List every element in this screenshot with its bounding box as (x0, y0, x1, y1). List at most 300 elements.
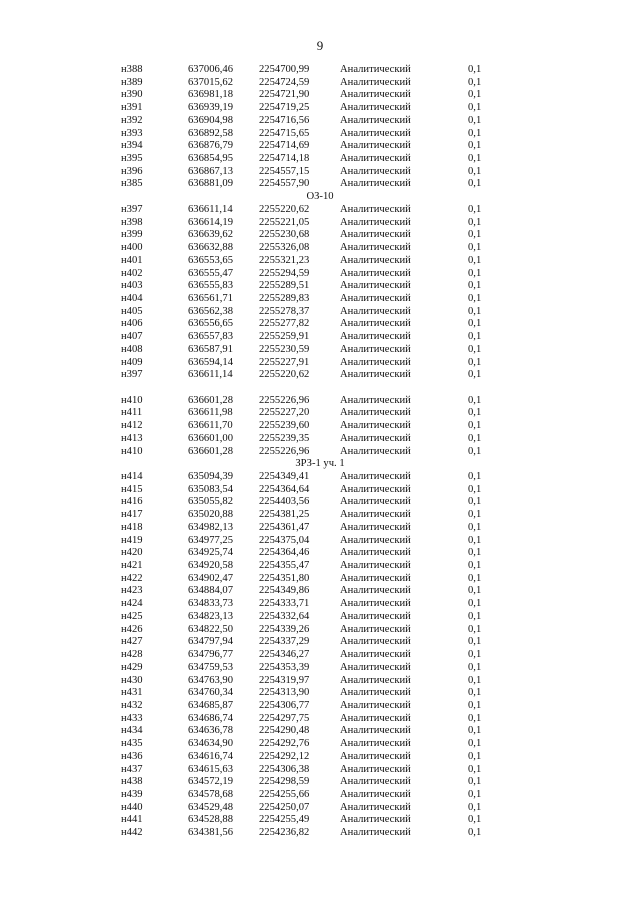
y-coordinate-cell: 2254349,41 (259, 471, 310, 482)
table-row (0, 242, 640, 255)
error-cell: 0,1 (468, 687, 482, 699)
point-id-cell: н388 (121, 64, 143, 75)
method-cell: Аналитический (340, 140, 411, 152)
method-cell: Аналитический (340, 560, 411, 572)
method-cell: Аналитический (340, 674, 411, 686)
x-coordinate-cell: 636601,28 (188, 445, 234, 457)
x-coordinate-cell: 636562,38 (188, 305, 234, 317)
table-row (0, 268, 640, 281)
y-coordinate-cell: 2255321,23 (259, 254, 310, 266)
x-coordinate-cell: 636594,14 (188, 356, 234, 368)
method-cell: Аналитический (340, 420, 411, 432)
y-coordinate-cell: 2254557,90 (259, 178, 310, 190)
point-id-cell: н413 (121, 432, 143, 444)
y-coordinate-cell: 2254715,65 (259, 127, 310, 139)
error-cell: 0,1 (468, 547, 482, 559)
method-cell: Аналитический (340, 483, 411, 495)
table-row (0, 229, 640, 242)
table-row (0, 675, 640, 688)
error-cell: 0,1 (468, 585, 482, 597)
y-coordinate-cell: 2254353,39 (259, 661, 310, 673)
error-cell: 0,1 (468, 598, 482, 610)
point-id-cell: н418 (121, 521, 143, 533)
point-id-cell: н397 (121, 203, 143, 215)
x-coordinate-cell: 636892,58 (188, 127, 234, 139)
point-id-cell: н397 (121, 369, 143, 381)
x-coordinate-cell: 636561,71 (188, 292, 234, 304)
table-row (0, 471, 640, 484)
error-cell: 0,1 (468, 369, 482, 381)
point-id-cell: н391 (121, 102, 143, 114)
method-cell: Аналитический (340, 623, 411, 635)
x-coordinate-cell: 634833,73 (188, 598, 234, 610)
point-id-cell: н405 (121, 305, 143, 317)
section-heading: ЗРЗ-1 уч. 1 (295, 458, 345, 470)
x-coordinate-cell: 636611,14 (188, 203, 233, 215)
error-cell: 0,1 (468, 242, 482, 254)
error-cell: 0,1 (468, 76, 482, 88)
method-cell: Аналитический (340, 763, 411, 775)
x-coordinate-cell: 636981,18 (188, 89, 234, 101)
table-row (0, 407, 640, 420)
method-cell: Аналитический (340, 661, 411, 673)
x-coordinate-cell: 634823,13 (188, 610, 234, 622)
y-coordinate-cell: 2254716,56 (259, 114, 310, 126)
error-cell: 0,1 (468, 203, 482, 215)
x-coordinate-cell: 634578,68 (188, 788, 234, 800)
error-cell: 0,1 (468, 674, 482, 686)
method-cell: Аналитический (340, 699, 411, 711)
method-cell: Аналитический (340, 102, 411, 114)
table-row (0, 178, 640, 191)
error-cell: 0,1 (468, 776, 482, 788)
table-row (0, 725, 640, 738)
point-id-cell: н417 (121, 509, 143, 521)
method-cell: Аналитический (340, 254, 411, 266)
method-cell: Аналитический (340, 229, 411, 241)
point-id-cell: н396 (121, 165, 143, 177)
method-cell: Аналитический (340, 788, 411, 800)
method-cell: Аналитический (340, 814, 411, 826)
y-coordinate-cell: 2254313,90 (259, 687, 310, 699)
error-cell: 0,1 (468, 610, 482, 622)
y-coordinate-cell: 2254337,29 (259, 636, 310, 648)
point-id-cell: н408 (121, 343, 143, 355)
error-cell: 0,1 (468, 64, 482, 75)
x-coordinate-cell: 634797,94 (188, 636, 234, 648)
error-cell: 0,1 (468, 471, 482, 482)
point-id-cell: н395 (121, 153, 143, 165)
x-coordinate-cell: 636555,83 (188, 280, 234, 292)
error-cell: 0,1 (468, 254, 482, 266)
method-cell: Аналитический (340, 687, 411, 699)
y-coordinate-cell: 2254333,71 (259, 598, 310, 610)
x-coordinate-cell: 634686,74 (188, 712, 234, 724)
section-heading-row (0, 458, 640, 471)
x-coordinate-cell: 636904,98 (188, 114, 234, 126)
y-coordinate-cell: 2254361,47 (259, 521, 310, 533)
y-coordinate-cell: 2255294,59 (259, 267, 310, 279)
error-cell: 0,1 (468, 267, 482, 279)
x-coordinate-cell: 636601,00 (188, 432, 234, 444)
error-cell: 0,1 (468, 420, 482, 432)
method-cell: Аналитический (340, 801, 411, 813)
y-coordinate-cell: 2254714,18 (259, 153, 310, 165)
error-cell: 0,1 (468, 394, 482, 406)
point-id-cell: н431 (121, 687, 143, 699)
method-cell: Аналитический (340, 165, 411, 177)
section-heading: ОЗ-10 (306, 191, 334, 203)
error-cell: 0,1 (468, 712, 482, 724)
point-id-cell: н421 (121, 560, 143, 572)
x-coordinate-cell: 634796,77 (188, 649, 234, 661)
error-cell: 0,1 (468, 102, 482, 114)
error-cell: 0,1 (468, 699, 482, 711)
table-row (0, 827, 640, 840)
method-cell: Аналитический (340, 369, 411, 381)
table-row (0, 585, 640, 598)
point-id-cell: н427 (121, 636, 143, 648)
point-id-cell: н398 (121, 216, 143, 228)
error-cell: 0,1 (468, 750, 482, 762)
point-id-cell: н406 (121, 318, 143, 330)
table-row (0, 433, 640, 446)
point-id-cell: н434 (121, 725, 143, 737)
error-cell: 0,1 (468, 343, 482, 355)
error-cell: 0,1 (468, 661, 482, 673)
point-id-cell: н393 (121, 127, 143, 139)
x-coordinate-cell: 635055,82 (188, 496, 234, 508)
table-row (0, 496, 640, 509)
x-coordinate-cell: 636639,62 (188, 229, 234, 241)
x-coordinate-cell: 635020,88 (188, 509, 234, 521)
error-cell: 0,1 (468, 216, 482, 228)
table-row (0, 128, 640, 141)
y-coordinate-cell: 2254346,27 (259, 649, 310, 661)
y-coordinate-cell: 2254297,75 (259, 712, 310, 724)
method-cell: Аналитический (340, 178, 411, 190)
x-coordinate-cell: 635083,54 (188, 483, 234, 495)
x-coordinate-cell: 636876,79 (188, 140, 234, 152)
error-cell: 0,1 (468, 140, 482, 152)
table-row (0, 102, 640, 115)
y-coordinate-cell: 2254375,04 (259, 534, 310, 546)
method-cell: Аналитический (340, 318, 411, 330)
x-coordinate-cell: 634381,56 (188, 827, 234, 839)
table-row (0, 293, 640, 306)
x-coordinate-cell: 636611,70 (188, 420, 233, 432)
method-cell: Аналитический (340, 216, 411, 228)
method-cell: Аналитический (340, 127, 411, 139)
x-coordinate-cell: 634760,34 (188, 687, 234, 699)
point-id-cell: н440 (121, 801, 143, 813)
x-coordinate-cell: 636867,13 (188, 165, 234, 177)
y-coordinate-cell: 2254306,77 (259, 699, 310, 711)
y-coordinate-cell: 2255259,91 (259, 331, 310, 343)
method-cell: Аналитический (340, 585, 411, 597)
method-cell: Аналитический (340, 445, 411, 457)
point-id-cell: н411 (121, 407, 143, 419)
table-row (0, 344, 640, 357)
point-id-cell: н385 (121, 178, 143, 190)
method-cell: Аналитический (340, 343, 411, 355)
y-coordinate-cell: 2255239,60 (259, 420, 310, 432)
table-row (0, 153, 640, 166)
table-row (0, 789, 640, 802)
point-id-cell: н426 (121, 623, 143, 635)
table-row (0, 687, 640, 700)
table-row (0, 115, 640, 128)
method-cell: Аналитический (340, 64, 411, 75)
table-row (0, 535, 640, 548)
y-coordinate-cell: 2255277,82 (259, 318, 310, 330)
point-id-cell: н441 (121, 814, 143, 826)
point-id-cell: н400 (121, 242, 143, 254)
error-cell: 0,1 (468, 445, 482, 457)
method-cell: Аналитический (340, 534, 411, 546)
error-cell: 0,1 (468, 636, 482, 648)
point-id-cell: н425 (121, 610, 143, 622)
y-coordinate-cell: 2254332,64 (259, 610, 310, 622)
x-coordinate-cell: 634615,63 (188, 763, 234, 775)
point-id-cell: н433 (121, 712, 143, 724)
table-row (0, 140, 640, 153)
table-row (0, 77, 640, 90)
error-cell: 0,1 (468, 127, 482, 139)
point-id-cell: н436 (121, 750, 143, 762)
point-id-cell: н423 (121, 585, 143, 597)
y-coordinate-cell: 2255226,96 (259, 445, 310, 457)
y-coordinate-cell: 2254719,25 (259, 102, 310, 114)
table-row (0, 738, 640, 751)
error-cell: 0,1 (468, 89, 482, 101)
method-cell: Аналитический (340, 776, 411, 788)
y-coordinate-cell: 2254319,97 (259, 674, 310, 686)
error-cell: 0,1 (468, 801, 482, 813)
x-coordinate-cell: 636614,19 (188, 216, 234, 228)
method-cell: Аналитический (340, 203, 411, 215)
y-coordinate-cell: 2254255,66 (259, 788, 310, 800)
error-cell: 0,1 (468, 521, 482, 533)
x-coordinate-cell: 634616,74 (188, 750, 234, 762)
coordinates-table (0, 64, 640, 840)
y-coordinate-cell: 2254349,86 (259, 585, 310, 597)
x-coordinate-cell: 634920,58 (188, 560, 234, 572)
method-cell: Аналитический (340, 432, 411, 444)
method-cell: Аналитический (340, 649, 411, 661)
y-coordinate-cell: 2255239,35 (259, 432, 310, 444)
x-coordinate-cell: 634572,19 (188, 776, 234, 788)
point-id-cell: н424 (121, 598, 143, 610)
table-row (0, 318, 640, 331)
x-coordinate-cell: 634759,53 (188, 661, 234, 673)
error-cell: 0,1 (468, 178, 482, 190)
error-cell: 0,1 (468, 331, 482, 343)
table-row (0, 713, 640, 726)
x-coordinate-cell: 636854,95 (188, 153, 234, 165)
table-row (0, 636, 640, 649)
error-cell: 0,1 (468, 483, 482, 495)
method-cell: Аналитический (340, 153, 411, 165)
y-coordinate-cell: 2254381,25 (259, 509, 310, 521)
x-coordinate-cell: 636632,88 (188, 242, 234, 254)
table-row (0, 764, 640, 777)
error-cell: 0,1 (468, 534, 482, 546)
point-id-cell: н399 (121, 229, 143, 241)
point-id-cell: н432 (121, 699, 143, 711)
point-id-cell: н410 (121, 445, 143, 457)
y-coordinate-cell: 2254250,07 (259, 801, 310, 813)
x-coordinate-cell: 636556,65 (188, 318, 234, 330)
table-row (0, 560, 640, 573)
error-cell: 0,1 (468, 814, 482, 826)
error-cell: 0,1 (468, 623, 482, 635)
table-row (0, 547, 640, 560)
method-cell: Аналитический (340, 280, 411, 292)
error-cell: 0,1 (468, 153, 482, 165)
method-cell: Аналитический (340, 610, 411, 622)
method-cell: Аналитический (340, 827, 411, 839)
method-cell: Аналитический (340, 725, 411, 737)
error-cell: 0,1 (468, 305, 482, 317)
point-id-cell: н429 (121, 661, 143, 673)
table-row (0, 509, 640, 522)
table-row (0, 522, 640, 535)
y-coordinate-cell: 2255289,83 (259, 292, 310, 304)
point-id-cell: н392 (121, 114, 143, 126)
table-row (0, 89, 640, 102)
method-cell: Аналитический (340, 471, 411, 482)
method-cell: Аналитический (340, 305, 411, 317)
y-coordinate-cell: 2254714,69 (259, 140, 310, 152)
error-cell: 0,1 (468, 280, 482, 292)
y-coordinate-cell: 2254306,38 (259, 763, 310, 775)
point-id-cell: н428 (121, 649, 143, 661)
table-row (0, 420, 640, 433)
error-cell: 0,1 (468, 572, 482, 584)
method-cell: Аналитический (340, 636, 411, 648)
x-coordinate-cell: 634822,50 (188, 623, 234, 635)
method-cell: Аналитический (340, 750, 411, 762)
y-coordinate-cell: 2254557,15 (259, 165, 310, 177)
table-row (0, 649, 640, 662)
y-coordinate-cell: 2254724,59 (259, 76, 310, 88)
table-row (0, 255, 640, 268)
point-id-cell: н430 (121, 674, 143, 686)
point-id-cell: н442 (121, 827, 143, 839)
table-row (0, 357, 640, 370)
point-id-cell: н416 (121, 496, 143, 508)
y-coordinate-cell: 2254403,56 (259, 496, 310, 508)
table-row (0, 814, 640, 827)
table-row (0, 624, 640, 637)
point-id-cell: н390 (121, 89, 143, 101)
method-cell: Аналитический (340, 738, 411, 750)
y-coordinate-cell: 2254721,90 (259, 89, 310, 101)
table-row (0, 331, 640, 344)
point-id-cell: н438 (121, 776, 143, 788)
point-id-cell: н414 (121, 471, 143, 482)
method-cell: Аналитический (340, 394, 411, 406)
error-cell: 0,1 (468, 738, 482, 750)
method-cell: Аналитический (340, 496, 411, 508)
x-coordinate-cell: 634763,90 (188, 674, 234, 686)
x-coordinate-cell: 636587,91 (188, 343, 234, 355)
method-cell: Аналитический (340, 572, 411, 584)
y-coordinate-cell: 2254364,46 (259, 547, 310, 559)
error-cell: 0,1 (468, 292, 482, 304)
y-coordinate-cell: 2255220,62 (259, 203, 310, 215)
x-coordinate-cell: 634902,47 (188, 572, 234, 584)
point-id-cell: н422 (121, 572, 143, 584)
y-coordinate-cell: 2255227,20 (259, 407, 310, 419)
error-cell: 0,1 (468, 318, 482, 330)
error-cell: 0,1 (468, 827, 482, 839)
y-coordinate-cell: 2254290,48 (259, 725, 310, 737)
point-id-cell: н407 (121, 331, 143, 343)
table-row (0, 573, 640, 586)
method-cell: Аналитический (340, 267, 411, 279)
y-coordinate-cell: 2254355,47 (259, 560, 310, 572)
x-coordinate-cell: 634982,13 (188, 521, 234, 533)
error-cell: 0,1 (468, 407, 482, 419)
error-cell: 0,1 (468, 432, 482, 444)
error-cell: 0,1 (468, 788, 482, 800)
error-cell: 0,1 (468, 649, 482, 661)
point-id-cell: н394 (121, 140, 143, 152)
table-row (0, 598, 640, 611)
method-cell: Аналитический (340, 598, 411, 610)
table-row (0, 751, 640, 764)
table-row (0, 280, 640, 293)
table-row (0, 369, 640, 382)
error-cell: 0,1 (468, 229, 482, 241)
method-cell: Аналитический (340, 521, 411, 533)
method-cell: Аналитический (340, 356, 411, 368)
table-row (0, 802, 640, 815)
table-row (0, 166, 640, 179)
error-cell: 0,1 (468, 496, 482, 508)
x-coordinate-cell: 636553,65 (188, 254, 234, 266)
table-row (0, 217, 640, 230)
x-coordinate-cell: 634685,87 (188, 699, 234, 711)
method-cell: Аналитический (340, 407, 411, 419)
y-coordinate-cell: 2254339,26 (259, 623, 310, 635)
y-coordinate-cell: 2255226,96 (259, 394, 310, 406)
y-coordinate-cell: 2254292,76 (259, 738, 310, 750)
point-id-cell: н401 (121, 254, 143, 266)
point-id-cell: н389 (121, 76, 143, 88)
x-coordinate-cell: 634528,88 (188, 814, 234, 826)
point-id-cell: н403 (121, 280, 143, 292)
y-coordinate-cell: 2254700,99 (259, 64, 310, 75)
method-cell: Аналитический (340, 331, 411, 343)
error-cell: 0,1 (468, 114, 482, 126)
x-coordinate-cell: 636601,28 (188, 394, 234, 406)
error-cell: 0,1 (468, 165, 482, 177)
x-coordinate-cell: 634884,07 (188, 585, 234, 597)
method-cell: Аналитический (340, 547, 411, 559)
table-row (0, 484, 640, 497)
point-id-cell: н404 (121, 292, 143, 304)
x-coordinate-cell: 637006,46 (188, 64, 234, 75)
y-coordinate-cell: 2255289,51 (259, 280, 310, 292)
y-coordinate-cell: 2255220,62 (259, 369, 310, 381)
x-coordinate-cell: 637015,62 (188, 76, 234, 88)
y-coordinate-cell: 2255326,08 (259, 242, 310, 254)
point-id-cell: н412 (121, 420, 143, 432)
point-id-cell: н402 (121, 267, 143, 279)
